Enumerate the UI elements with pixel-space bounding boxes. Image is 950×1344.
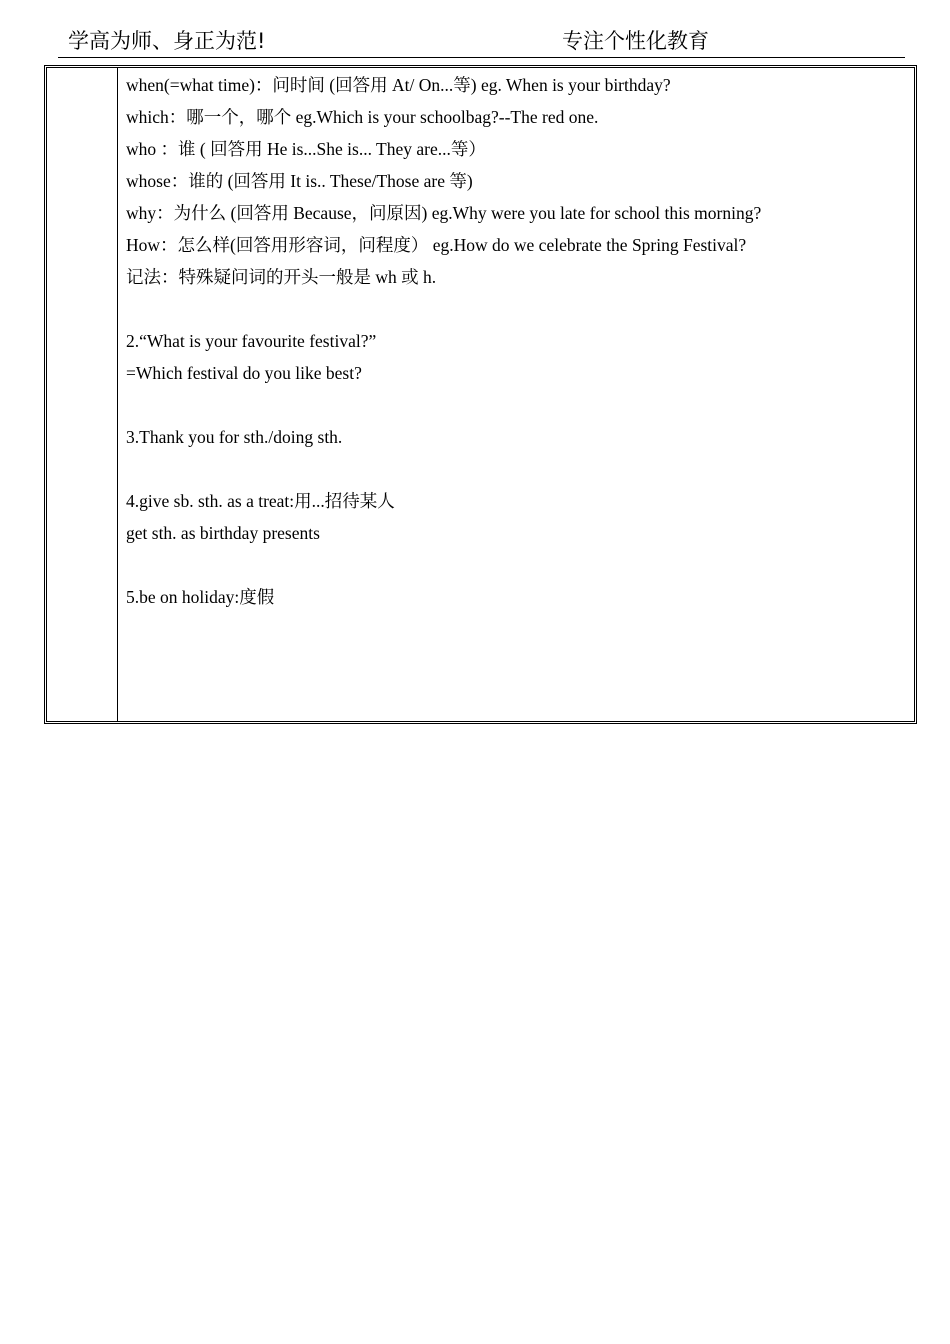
note-line-thank-you: 3.Thank you for sth./doing sth. bbox=[126, 427, 343, 447]
blank-line bbox=[126, 549, 908, 581]
header-motto: 学高为师、身正为范! bbox=[68, 29, 266, 53]
note-line-favourite-festival: 2.“What is your favourite festival?” bbox=[126, 331, 377, 351]
note-line-holiday: 5.be on holiday:度假 bbox=[126, 587, 275, 607]
note-line-whose: whose：谁的 (回答用 It is.. These/Those are 等) bbox=[126, 171, 473, 191]
note-line-how: How：怎么样(回答用形容词，问程度） eg.How do we celebrate the Spring Festival? bbox=[126, 235, 747, 255]
note-line-like-best: =Which festival do you like best? bbox=[126, 363, 362, 383]
notes-text bbox=[126, 69, 908, 613]
header-slogan: 专注个性化教育 bbox=[562, 29, 709, 53]
table-left-column bbox=[47, 68, 118, 721]
table-right-column bbox=[118, 68, 914, 721]
blank-line bbox=[126, 293, 908, 325]
note-line-presents: get sth. as birthday presents bbox=[126, 523, 320, 543]
note-line-when: when(=what time)：问时间 (回答用 At/ On...等) eg. When is your birthday? bbox=[126, 75, 671, 95]
blank-line bbox=[126, 389, 908, 421]
content-table-inner bbox=[46, 67, 915, 722]
note-line-treat: 4.give sb. sth. as a treat:用...招待某人 bbox=[126, 491, 395, 511]
content-table bbox=[44, 65, 917, 724]
note-line-memory-tip: 记法：特殊疑问词的开头一般是 wh 或 h. bbox=[126, 267, 437, 287]
note-line-which: which：哪一个，哪个 eg.Which is your schoolbag?--The red one. bbox=[126, 107, 599, 127]
note-line-who: who ：谁 ( 回答用 He is...She is... They are...等） bbox=[126, 139, 486, 159]
blank-line bbox=[126, 453, 908, 485]
page-header bbox=[58, 24, 905, 58]
note-line-why: why：为什么 (回答用 Because，问原因) eg.Why were you late for school this morning? bbox=[126, 203, 762, 223]
